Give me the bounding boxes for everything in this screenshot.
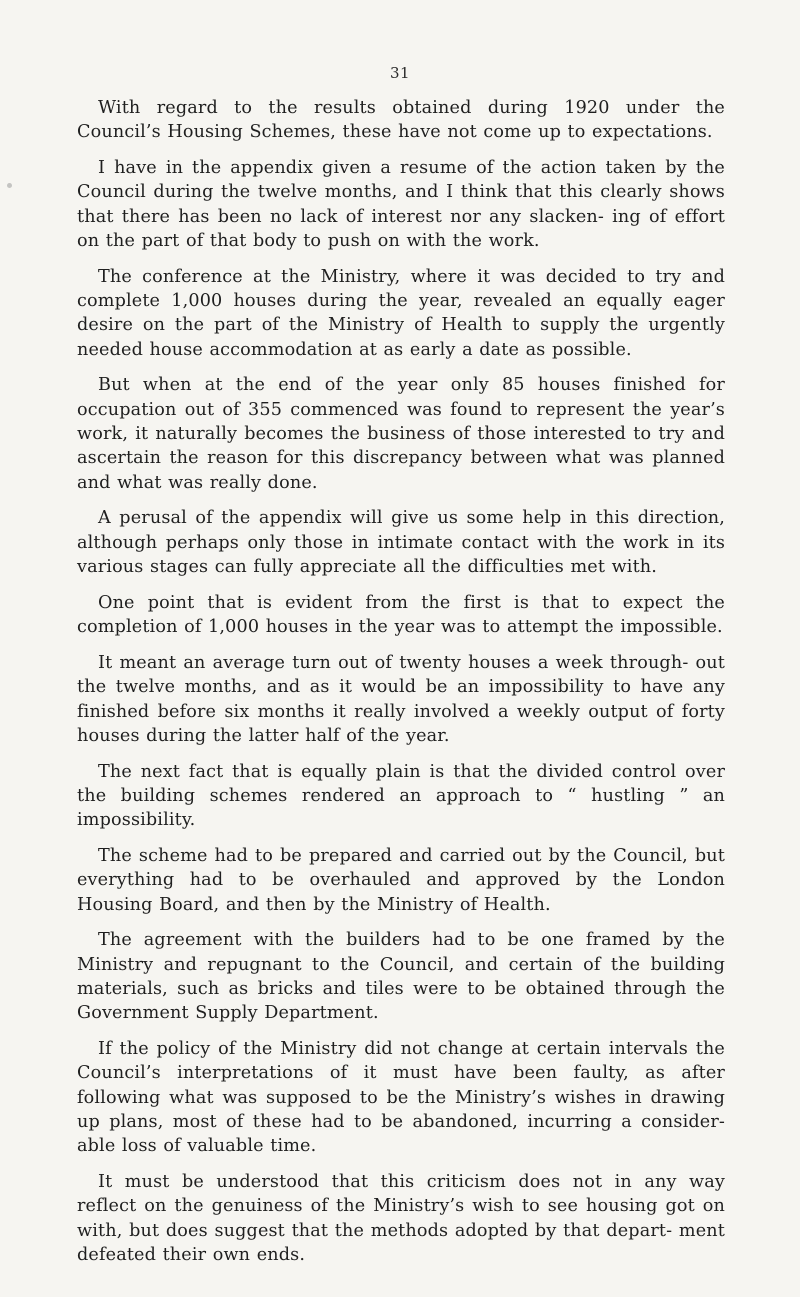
page-number: 31	[389, 64, 411, 82]
paragraph-3: The conference at the Ministry, where it was decided to try and complete 1,000 houses during the year, revealed an equally eager desire on the part of the Ministry of Health to supply the urgently needed house accommodation at as early a date as possible.	[77, 266, 725, 360]
paragraph-9: The scheme had to be prepared and carried out by the Council, but everything had to be overhauled and approved by the London Housing Board, and then by the Ministry of Health.	[77, 846, 725, 915]
paragraph-6: One point that is evident from the first is that to expect the completion of 1,000 houses in the year was to attempt the impossible.	[77, 592, 725, 638]
body-text	[77, 96, 725, 1279]
paragraph-12: It must be understood that this criticism does not in any way reflect on the genuiness of the Ministry’s wish to see housing got on with, but does suggest that the methods adopted by that depart- ment defeated their own ends.	[77, 1172, 725, 1265]
paragraph-11: If the policy of the Ministry did not change at certain intervals the Council’s interpretations of it must have been faulty, as after following what was supposed to be the Ministry’s wishes in drawing up plans, most of these had to be abandoned, incurring a consider- able loss of valuable time.	[77, 1039, 725, 1157]
paragraph-10: The agreement with the builders had to be one framed by the Ministry and repugnant to the Council, and certain of the building materials, such as bricks and tiles were to be obtained through the Government Supply Department.	[77, 930, 725, 1024]
paragraph-8: The next fact that is equally plain is that the divided control over the building schemes rendered an approach to “ hustling ” an impossibility.	[77, 761, 725, 831]
paragraph-5: A perusal of the appendix will give us some help in this direction, although perhaps only those in intimate contact with the work in its various stages can fully appreciate all the difficulties met with.	[77, 508, 725, 578]
paragraph-7: It meant an average turn out of twenty houses a week through- out the twelve months, and as it would be an impossibility to have any finished before six months it really involved a weekly output of forty houses during the latter half of the year.	[77, 652, 725, 746]
paragraph-1: With regard to the results obtained during 1920 under the Council’s Housing Schemes, these have not come up to expectations.	[77, 98, 725, 143]
paragraph-2: I have in the appendix given a resume of the action taken by the Council during the twelve months, and I think that this clearly shows that there has been no lack of interest nor any slacken- ing of effort on the part of that body to push on with the work.	[77, 158, 725, 251]
paper-speck	[7, 183, 12, 188]
paragraph-4: But when at the end of the year only 85 houses finished for occupation out of 355 commenced was found to represent the year’s work, it naturally becomes the business of those interested to try and ascertain the reason for this discrepancy between what was planned and what was really done.	[77, 375, 725, 493]
